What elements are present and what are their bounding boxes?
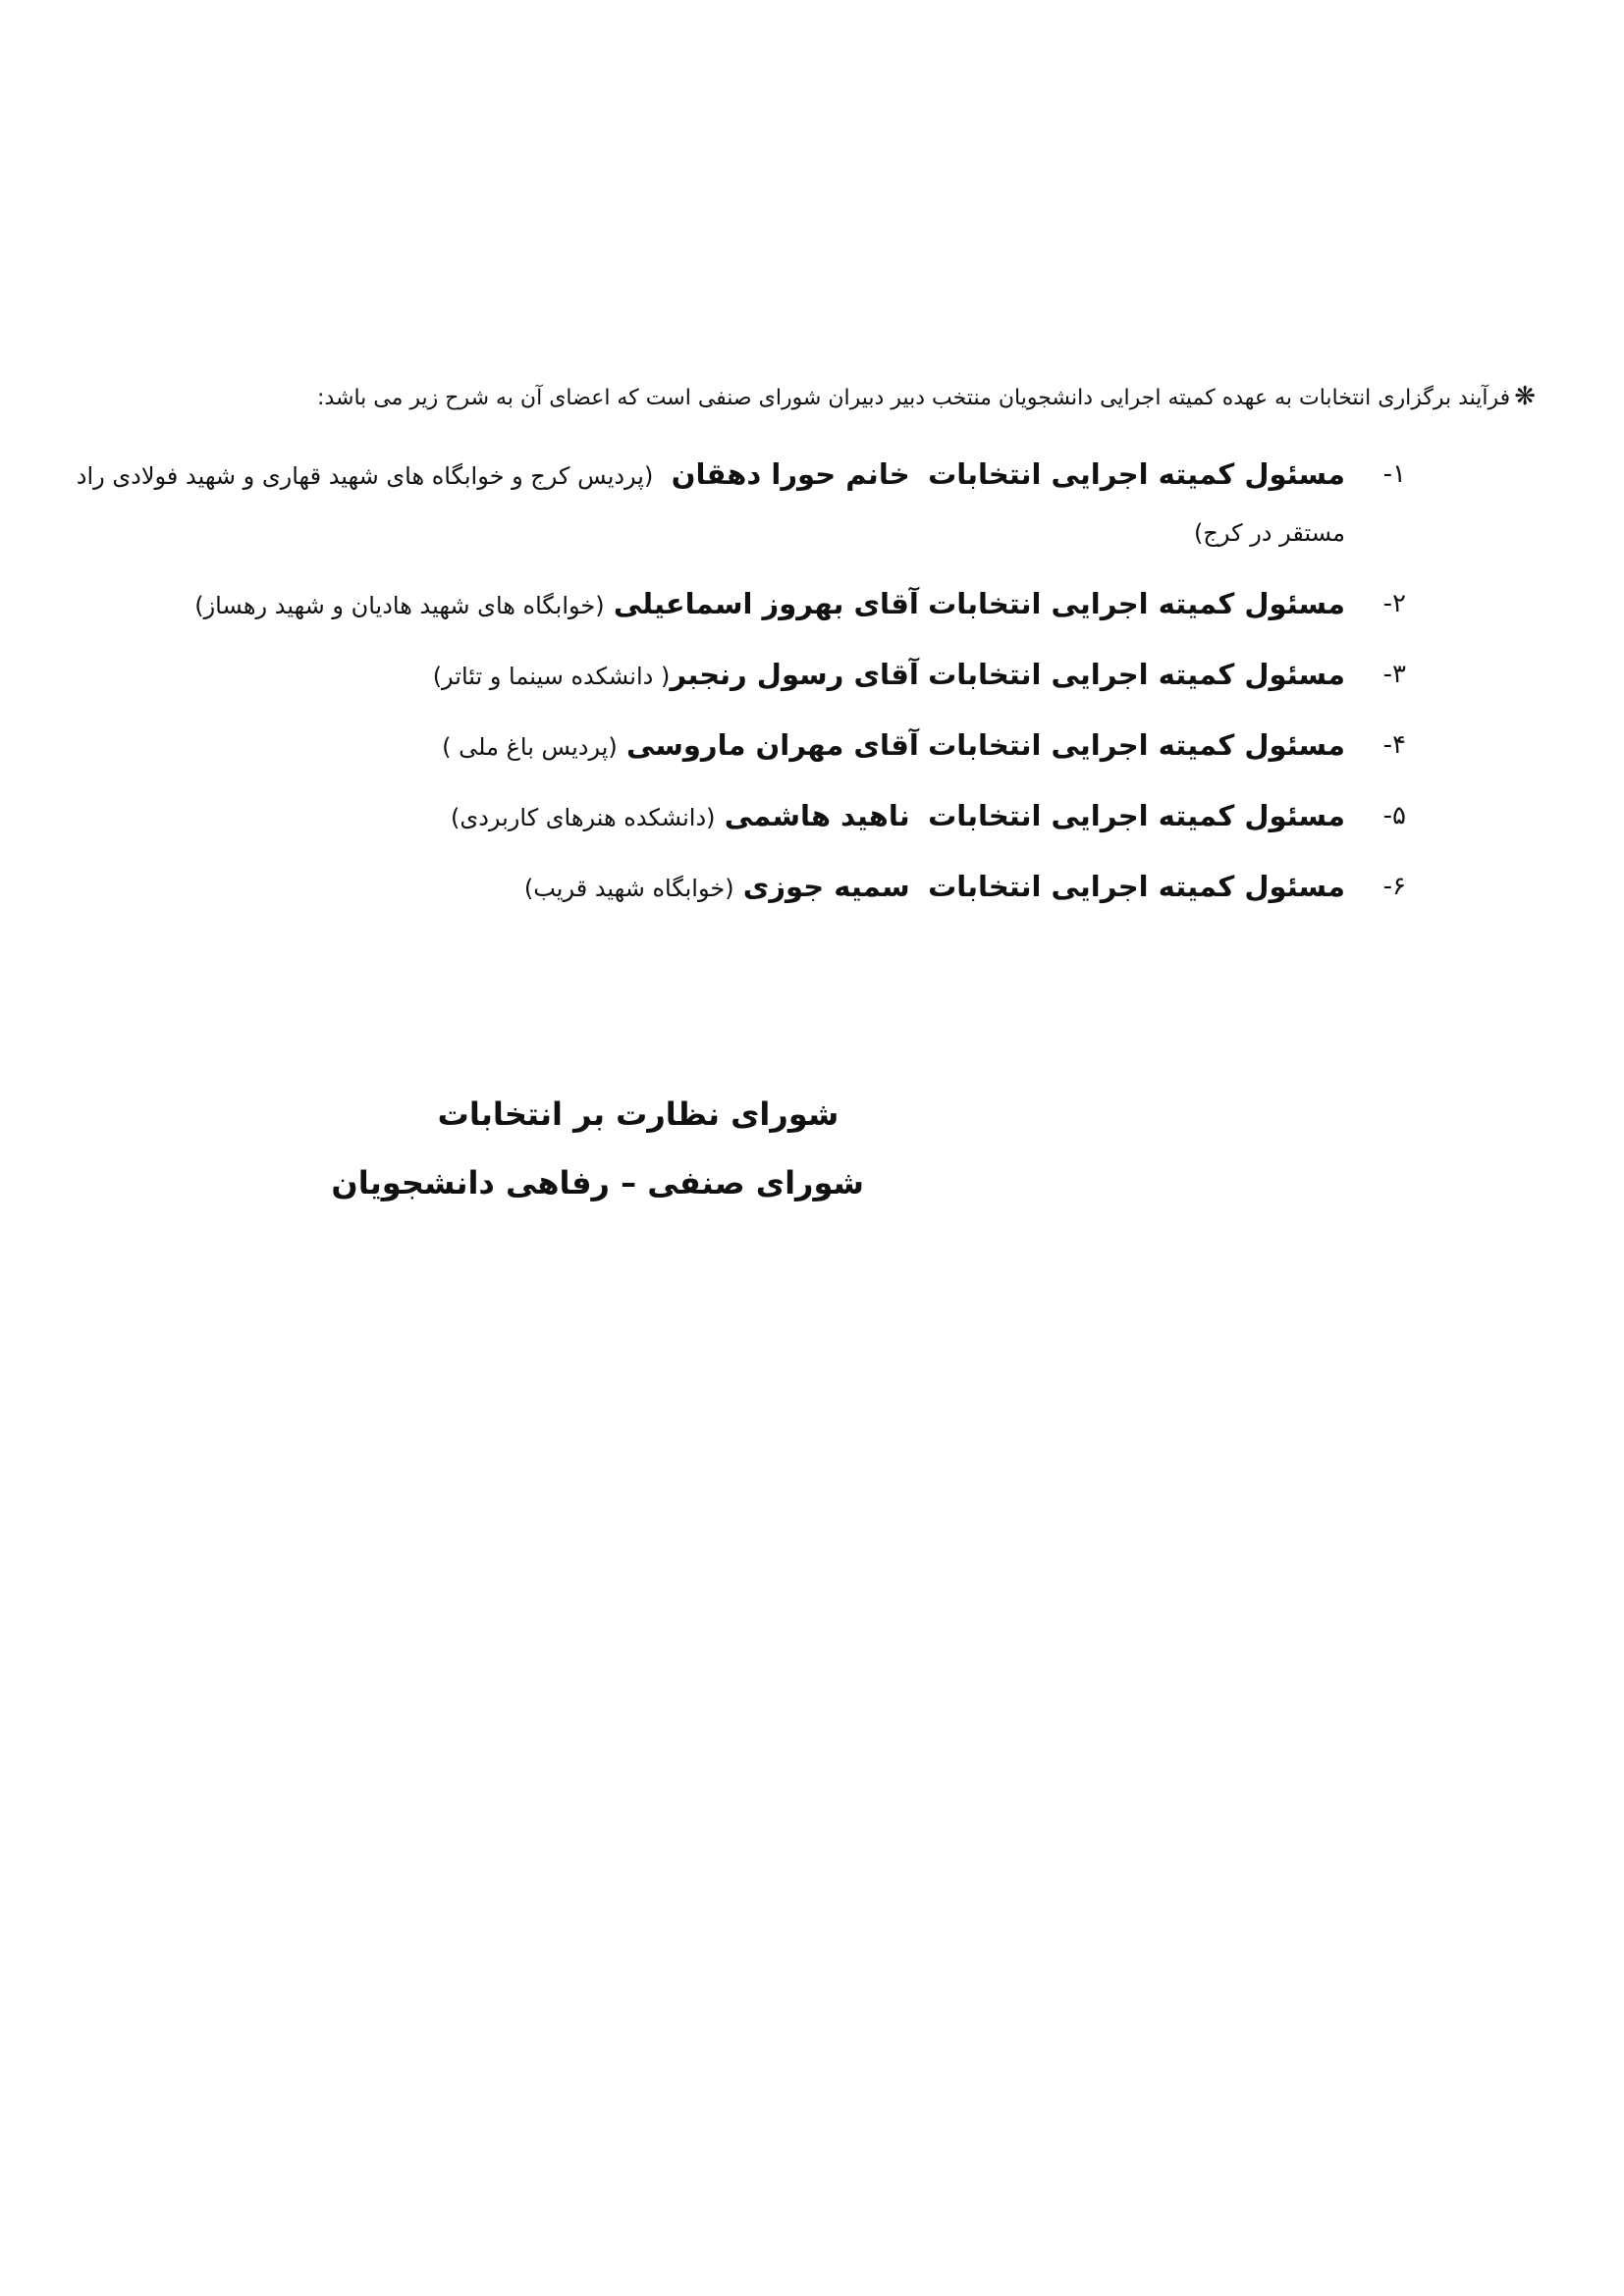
item-location: (پردیس باغ ملی )	[442, 733, 618, 761]
list-item	[71, 861, 1406, 914]
item-role: مسئول کمیته اجرایی انتخابات	[928, 658, 1345, 691]
item-name: ناهید هاشمی	[724, 799, 910, 832]
committee-list	[71, 447, 1406, 932]
item-role: مسئول کمیته اجرایی انتخابات	[928, 870, 1345, 903]
item-name: آقای بهروز اسماعیلی	[613, 587, 919, 620]
signature-line-2: شورای صنفی – رفاهی دانشجویان	[331, 1164, 864, 1201]
intro-paragraph	[82, 381, 1536, 414]
item-number: ۲-	[1382, 589, 1406, 618]
list-item	[71, 447, 1406, 561]
item-number: ۴-	[1382, 730, 1406, 760]
list-item	[71, 720, 1406, 773]
signature-block	[331, 1080, 864, 1217]
item-name: خانم حورا دهقان	[671, 457, 910, 491]
item-name: آقای مهران ماروسی	[625, 728, 919, 762]
list-item	[71, 649, 1406, 702]
item-role: مسئول کمیته اجرایی انتخابات	[928, 457, 1345, 491]
item-location: (دانشکده هنرهای کاربردی)	[451, 804, 716, 831]
list-item	[71, 578, 1406, 631]
item-number: ۶-	[1382, 872, 1406, 901]
item-location: (خوابگاه های شهید هادیان و شهید رهساز)	[194, 592, 605, 619]
item-number: ۱-	[1382, 459, 1406, 489]
list-item	[71, 790, 1406, 843]
item-name: سمیه جوزی	[742, 870, 910, 903]
item-name: آقای رسول رنجبر	[670, 658, 919, 691]
item-role: مسئول کمیته اجرایی انتخابات	[928, 799, 1345, 832]
item-number: ۳-	[1382, 660, 1406, 689]
item-location: ( دانشکده سینما و تئاتر)	[432, 663, 671, 690]
intro-text: فرآیند برگزاری انتخابات به عهده کمیته اجرایی دانشجویان منتخب دبیر دبیران شورای صنفی است که اعضای آن به شرح زیر می باشد:	[317, 386, 1511, 410]
item-location: (پردیس کرج و خوابگاه های شهید قهاری و شهید فولادی راد مستقر در کرج)	[76, 462, 1345, 547]
item-role: مسئول کمیته اجرایی انتخابات	[928, 587, 1345, 620]
item-role: مسئول کمیته اجرایی انتخابات	[928, 728, 1345, 762]
item-number: ۵-	[1382, 801, 1406, 830]
item-location: (خوابگاه شهید قریب)	[523, 875, 734, 902]
signature-line-1: شورای نظارت بر انتخابات	[437, 1095, 839, 1133]
asterism-icon: ❋	[1514, 382, 1536, 411]
